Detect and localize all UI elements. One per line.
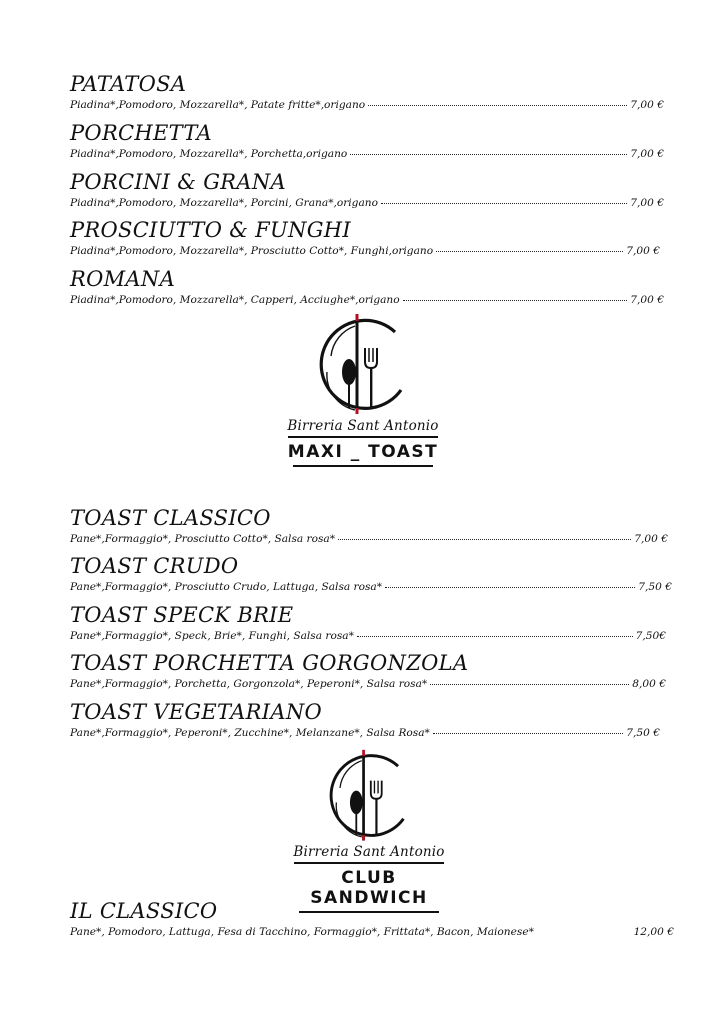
item-name: TOAST CRUDO — [70, 554, 239, 578]
item-description — [70, 676, 666, 692]
item-price: 7,50€ — [635, 630, 666, 642]
item-name: TOAST CLASSICO — [70, 506, 271, 530]
menu-item — [70, 170, 664, 211]
dot-leader — [430, 674, 629, 685]
item-ingredients: Piadina*,Pomodoro, Mozzarella*, Prosciutto Cotto*, Funghi,origano — [70, 245, 434, 257]
menu-item — [70, 899, 674, 940]
item-description — [70, 579, 672, 595]
item-ingredients: Piadina*,Pomodoro, Mozzarella*, Porchetta,origano — [70, 148, 348, 160]
menu-item — [70, 121, 664, 162]
menu-item — [70, 700, 660, 741]
spacer — [537, 923, 631, 933]
item-description — [70, 243, 660, 259]
item-ingredients: Pane*,Formaggio*, Porchetta, Gorgonzola*, Peperoni*, Salsa rosa* — [70, 678, 428, 690]
item-price: 7,50 € — [638, 581, 672, 593]
item-ingredients: Piadina*,Pomodoro, Mozzarella*, Patate fritte*,origano — [70, 99, 366, 111]
dot-leader — [385, 577, 635, 588]
dot-leader — [381, 193, 627, 204]
section-title: CLUB SANDWICH — [310, 867, 428, 908]
item-description — [70, 292, 664, 308]
item-description — [70, 97, 664, 113]
item-price: 12,00 € — [633, 926, 674, 938]
item-ingredients: Piadina*,Pomodoro, Mozzarella*, Capperi, Acciughe*,origano — [70, 294, 400, 306]
item-description — [70, 146, 664, 162]
item-price: 7,00 € — [634, 533, 668, 545]
item-description — [70, 725, 660, 741]
menu-item — [70, 603, 666, 644]
dot-leader — [338, 529, 631, 540]
item-price: 7,00 € — [630, 148, 664, 160]
item-description — [70, 195, 664, 211]
menu-item — [70, 506, 668, 547]
menu-item — [70, 651, 666, 692]
item-name: TOAST VEGETARIANO — [70, 700, 323, 724]
item-name: IL CLASSICO — [70, 899, 218, 923]
item-description — [70, 628, 666, 644]
dot-leader — [368, 95, 627, 106]
divider — [293, 465, 433, 467]
restaurant-logo-icon — [303, 312, 423, 420]
item-price: 7,50 € — [626, 727, 660, 739]
menu-item — [70, 72, 664, 113]
item-description — [70, 924, 674, 940]
item-ingredients: Piadina*,Pomodoro, Mozzarella*, Porcini, Grana*,origano — [70, 197, 378, 209]
item-ingredients: Pane*,Formaggio*, Speck, Brie*, Funghi, Salsa rosa* — [70, 630, 354, 642]
item-name: PORCINI & GRANA — [70, 170, 287, 194]
brand-name: Birreria Sant Antonio — [293, 844, 445, 860]
brand-name: Birreria Sant Antonio — [287, 418, 439, 434]
dot-leader — [403, 290, 628, 301]
menu-item — [70, 218, 660, 259]
item-price: 8,00 € — [632, 678, 666, 690]
item-description — [70, 531, 668, 547]
menu-item — [70, 554, 672, 595]
dot-leader — [436, 241, 623, 252]
item-name: TOAST SPECK BRIE — [70, 603, 294, 627]
menu-item — [70, 267, 664, 308]
item-name: TOAST PORCHETTA GORGONZOLA — [70, 651, 469, 675]
section-header-club-sandwich — [284, 748, 454, 913]
item-price: 7,00 € — [630, 294, 664, 306]
item-ingredients: Pane*,Formaggio*, Prosciutto Cotto*, Salsa rosa* — [70, 533, 336, 545]
item-ingredients: Pane*,Formaggio*, Prosciutto Crudo, Lattuga, Salsa rosa* — [70, 581, 383, 593]
item-ingredients: Pane*,Formaggio*, Peperoni*, Zucchine*, Melanzane*, Salsa Rosa* — [70, 727, 430, 739]
divider — [294, 862, 444, 864]
item-name: PORCHETTA — [70, 121, 212, 145]
dot-leader — [433, 723, 623, 734]
dot-leader — [357, 626, 633, 637]
section-title: MAXI _ TOAST — [287, 441, 439, 462]
item-price: 7,00 € — [630, 99, 664, 111]
item-ingredients: Pane*, Pomodoro, Lattuga, Fesa di Tacchino, Formaggio*, Frittata*, Bacon, Maionese* — [70, 926, 534, 938]
section-header-maxi-toast — [278, 312, 448, 467]
item-price: 7,00 € — [630, 197, 664, 209]
dot-leader — [350, 144, 627, 155]
item-name: PATATOSA — [70, 72, 187, 96]
divider — [288, 436, 438, 438]
item-name: PROSCIUTTO & FUNGHI — [70, 218, 351, 242]
restaurant-logo-icon — [314, 748, 424, 846]
item-name: ROMANA — [70, 267, 176, 291]
item-price: 7,00 € — [626, 245, 660, 257]
